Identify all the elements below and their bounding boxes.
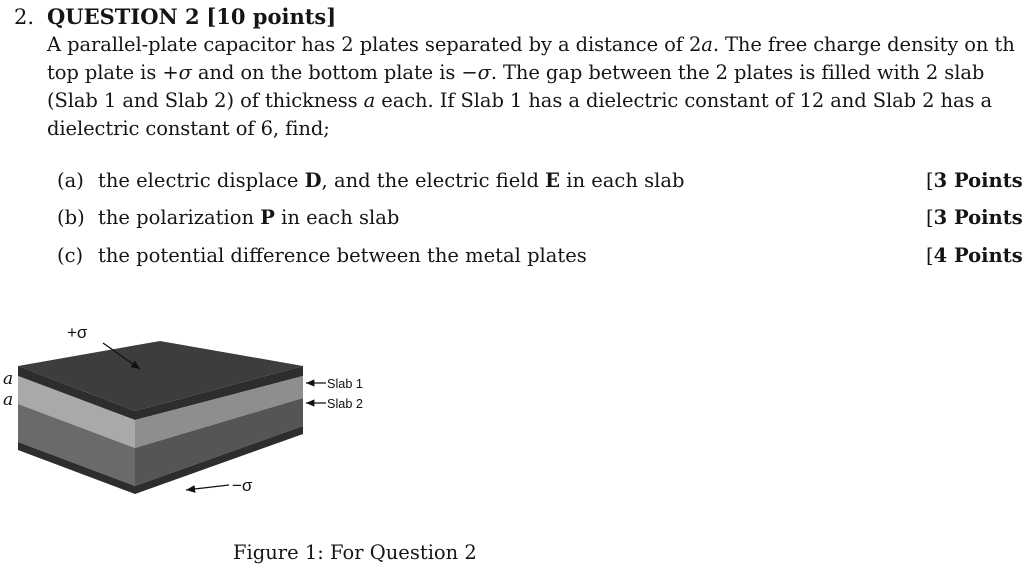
- part-b-points: [3 Points: [926, 206, 1023, 229]
- question-title: QUESTION 2: [47, 4, 200, 29]
- question-line-2: top plate is +σ and on the bottom plate is −σ. The gap between the 2 plates is filled with 2 slab: [47, 61, 985, 84]
- part-c: (c) the potential difference between the metal plates: [57, 242, 587, 270]
- question-number: 2.: [14, 5, 35, 29]
- question-line-4: dielectric constant of 6, find;: [47, 117, 330, 140]
- question-line-1: A parallel-plate capacitor has 2 plates separated by a distance of 2a. The free charge density on th: [47, 33, 1015, 56]
- part-label: (a): [57, 169, 84, 192]
- top-charge-label: +σ: [67, 323, 88, 342]
- figure-caption: Figure 1: For Question 2: [233, 541, 477, 564]
- part-b: (b) the polarization P in each slab: [57, 204, 399, 232]
- thickness-label-slab1: a: [3, 369, 14, 389]
- slab2-label: Slab 2: [327, 396, 363, 411]
- part-label: (b): [57, 206, 85, 229]
- question-heading: [14, 3, 336, 31]
- capacitor-figure: [0, 310, 420, 510]
- bottom-charge-label: −σ: [232, 476, 253, 495]
- slab1-label: Slab 1: [327, 376, 363, 391]
- part-c-points: [4 Points: [926, 244, 1023, 267]
- bottom-charge-arrow: [186, 485, 229, 490]
- question-points: [10 points]: [206, 4, 337, 29]
- part-label: (c): [57, 244, 84, 267]
- thickness-label-slab2: a: [3, 390, 14, 410]
- part-a-points: [3 Points: [926, 169, 1023, 192]
- part-a: (a) the electric displace D, and the electric field E in each slab: [57, 167, 684, 195]
- question-line-3: (Slab 1 and Slab 2) of thickness a each. If Slab 1 has a dielectric constant of 12 and Slab 2 has a: [47, 89, 993, 112]
